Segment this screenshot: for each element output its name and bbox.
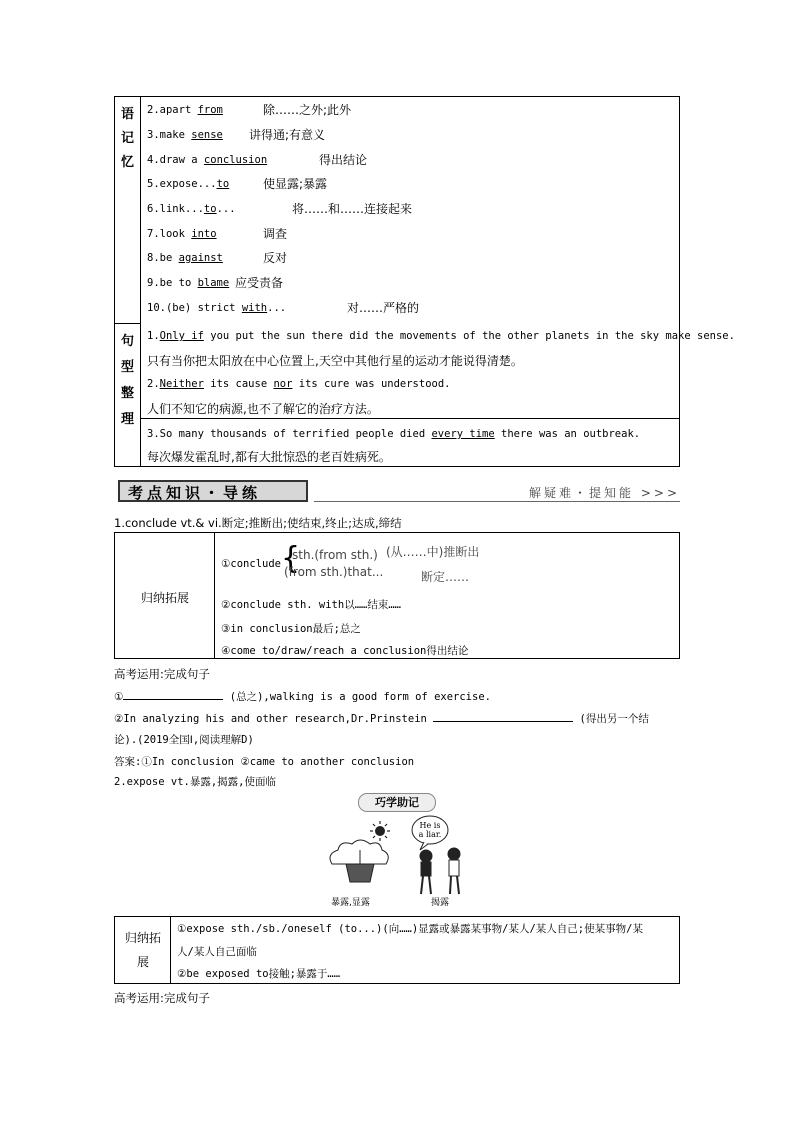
label-char: 语	[120, 107, 134, 122]
label-char: 型	[120, 360, 134, 375]
expose-line-1a: ①expose sth./sb./oneself (to...)(向……)显露或暴露某事物/某人/某人自己;使某事物/某	[177, 923, 643, 935]
phrase-row: 4.draw a conclusion 得出结论	[147, 153, 368, 167]
label-column-vocab	[115, 97, 141, 323]
caption-right: 揭露	[431, 898, 450, 908]
divider	[141, 418, 679, 419]
item1-heading: 1.conclude vt.& vi.断定;推断出;使结束,终止;达成,缔结	[114, 516, 402, 530]
conclude-line-4: ④come to/draw/reach a conclusion得出结论	[221, 645, 469, 657]
phrase-meaning: 使显露;暴露	[263, 177, 328, 191]
bubble-text-2: a liar.	[418, 830, 442, 839]
sentence-cn-3: 每次爆发霍乱时,都有大批惊恐的老百姓病死。	[147, 450, 391, 464]
expose-line-1b: 人/某人自己面临	[177, 946, 257, 958]
phrase-meaning: 除……之外;此外	[263, 103, 352, 117]
phrase-row: 7.look into 调查	[147, 227, 288, 241]
label-char: 记	[120, 131, 134, 146]
phrase-meaning: 得出结论	[319, 153, 368, 167]
handwritten-note-2: 断定……	[421, 570, 470, 584]
handwritten-note-1: (从……中)推断出	[386, 545, 480, 559]
caption-left: 暴露,显露	[331, 898, 370, 908]
section-header	[114, 478, 680, 504]
people-icon	[420, 848, 460, 894]
phrase-meaning: 应受责备	[235, 276, 284, 290]
phrase-meaning: 讲得通;有意义	[249, 128, 326, 142]
exercise1-q2-cont: 论).(2019全国Ⅰ,阅读理解D)	[114, 734, 254, 746]
phrase-meaning: 反对	[263, 251, 288, 265]
bubble-text-1: He is	[419, 821, 441, 830]
label-char: 理	[120, 412, 134, 427]
sentence-cn-2: 人们不知它的病源,也不了解它的治疗方法。	[147, 402, 379, 416]
flower-pot-icon	[330, 840, 388, 882]
section-rule	[314, 501, 680, 502]
sentence-en-2: 2.Neither its cause nor its cure was understood.	[147, 378, 451, 390]
sentence-en-3: 3.So many thousands of terrified people died every time there was an outbreak.	[147, 428, 641, 440]
arrows-icon: >>>	[640, 486, 680, 500]
section-title: 考点知识・导练	[118, 480, 308, 502]
phrase-row: 8.be against 反对	[147, 251, 288, 265]
label-char: 整	[120, 386, 134, 401]
phrase-row: 2.apart from 除……之外;此外	[147, 103, 352, 117]
vocab-table	[114, 96, 735, 467]
conclude-line-1: ①conclude	[221, 558, 281, 570]
conclude-line-3: ③in conclusion最后;总之	[221, 623, 361, 635]
phrase-row: 5.expose...to 使显露;暴露	[147, 177, 328, 191]
expose-line-2: ②be exposed to接触;暴露于……	[177, 968, 341, 980]
label-char: 忆	[120, 155, 134, 170]
brace-top: sth.(from sth.)	[292, 548, 378, 562]
illustration	[326, 814, 476, 898]
label-cell	[115, 917, 171, 983]
phrase-meaning: 对……严格的	[347, 301, 420, 315]
label-line-1: 归纳拓	[124, 931, 161, 945]
mnemonic-badge: 巧学助记	[358, 793, 436, 812]
sun-icon	[370, 821, 390, 841]
item2-heading: 2.expose vt.暴露,揭露,使面临	[114, 776, 277, 788]
phrase-row: 9.be to blame 应受责备	[147, 276, 284, 290]
answer-blank[interactable]	[433, 710, 573, 722]
exercise2-heading: 高考运用:完成句子	[114, 991, 210, 1005]
exercise1-q1: ① (总之),walking is a good form of exercise.	[114, 688, 491, 705]
label-cell: 归纳拓展	[115, 533, 215, 658]
exercise1-heading: 高考运用:完成句子	[114, 667, 210, 681]
exercise1-q2: ②In analyzing his and other research,Dr.Prinstein (得出另一个结	[114, 710, 649, 727]
section-subtitle: 解疑难・提知能 >>>	[528, 486, 680, 500]
phrase-row: 6.link...to... 将……和……连接起来	[147, 202, 413, 216]
answer-blank[interactable]	[123, 688, 223, 700]
conclude-line-2: ②conclude sth. with以……结束……	[221, 599, 401, 611]
label-column-sentences	[115, 323, 141, 466]
sentence-en-1: 1.Only if you put the sun there did the movements of the other planets in the sky make sense.	[147, 330, 735, 342]
phrase-row: 10.(be) strict with... 对……严格的	[147, 301, 420, 315]
brace-icon: {	[281, 541, 301, 576]
brace-bottom: (from sth.)that...	[284, 565, 384, 579]
phrase-meaning: 将……和……连接起来	[292, 202, 413, 216]
label-char: 句	[120, 334, 134, 349]
exercise1-answer: 答案:①In conclusion ②came to another conclusion	[114, 756, 415, 768]
speech-bubble	[412, 816, 448, 850]
label-line-2: 展	[136, 955, 149, 969]
phrase-row: 3.make sense 讲得通;有意义	[147, 128, 326, 142]
sentence-cn-1: 只有当你把太阳放在中心位置上,天空中其他行星的运动才能说得清楚。	[147, 354, 523, 368]
phrase-meaning: 调查	[263, 227, 288, 241]
